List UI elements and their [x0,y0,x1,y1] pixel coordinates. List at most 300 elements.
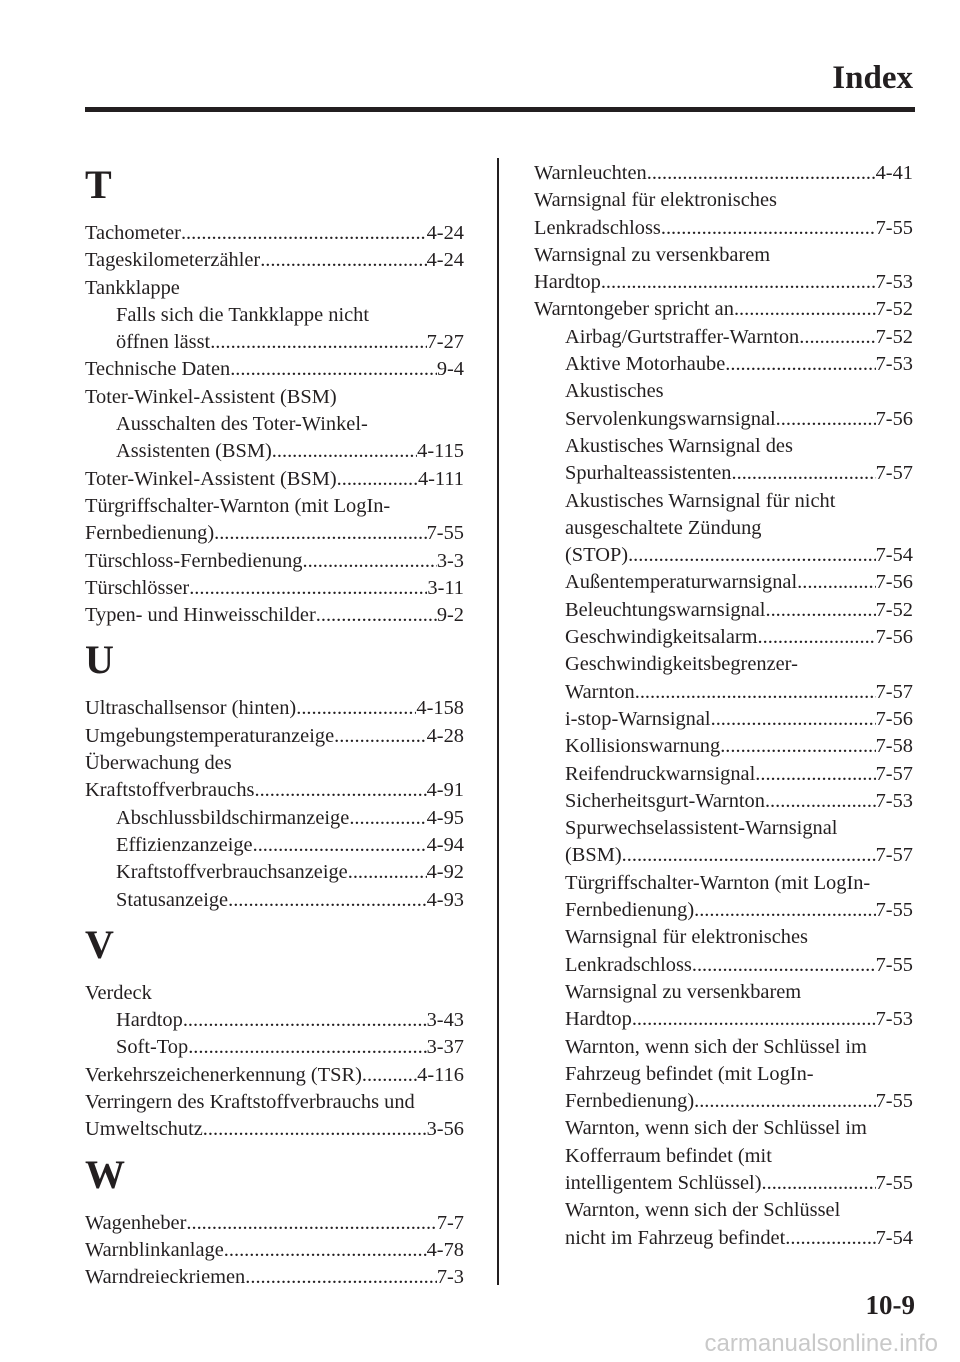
entry-line [534,815,913,842]
entry-text: Typen- und Hinweisschilder [85,604,316,627]
entry-page-ref: 7-56 [875,707,913,730]
index-subentry [534,378,913,433]
index-entry [85,275,464,302]
entry-line [534,1088,913,1115]
index-subentry [534,761,913,788]
entry-page-ref: 4-111 [417,467,464,490]
dot-leader [224,1237,427,1264]
entry-page-ref: 7-3 [436,1266,464,1289]
index-subentry [85,859,464,886]
index-subentry [85,805,464,832]
entry-text: Kofferraum befindet (mit [565,1144,772,1167]
section-letter: T [85,162,112,207]
dot-leader [230,356,437,383]
index-subentry [534,488,913,570]
index-entry [85,548,464,575]
entry-text: Lenkradschloss [565,953,692,976]
index-entry [85,493,464,548]
entry-line [534,651,913,678]
dot-leader [214,520,427,547]
entry-text: Warntongeber spricht an [534,298,734,321]
entry-text: Assistenten (BSM) [116,440,272,463]
dot-leader [734,296,876,323]
entry-text: Überwachung des [85,752,232,775]
entry-line [85,302,464,329]
entry-line [534,870,913,897]
entry-line [85,356,464,383]
dot-leader [765,597,875,624]
entry-text: Technische Daten [85,358,231,381]
dot-leader [188,1034,426,1061]
entry-text: Reifendruckwarnsignal [565,762,756,785]
entry-text: Umweltschutz [85,1118,203,1141]
entry-text: Umgebungstemperaturanzeige [85,724,335,747]
entry-page-ref: 4-91 [426,779,464,802]
dot-leader [762,1170,876,1197]
entry-text: Kraftstoffverbrauchsanzeige [116,861,348,884]
dot-leader [694,1088,876,1115]
index-entry [85,466,464,493]
entry-page-ref: 7-53 [875,271,913,294]
index-subentry [85,411,464,466]
dot-leader [183,1007,427,1034]
dot-leader [260,247,426,274]
dot-leader [635,679,876,706]
entry-line [85,575,464,602]
entry-page-ref: 7-52 [875,298,913,321]
entry-line [85,493,464,520]
dot-leader [776,406,876,433]
entry-text: Soft-Top [116,1036,189,1059]
entry-line [85,1034,464,1061]
dot-leader [210,329,426,356]
page-number: 10-9 [865,1290,915,1320]
dot-leader [622,842,876,869]
entry-text: Beleuchtungswarnsignal [565,598,766,621]
entry-text: Fernbedienung) [565,899,695,922]
entry-line [85,329,464,356]
index-subentry [534,815,913,870]
entry-text: Aktive Motorhaube [565,353,726,376]
entry-text: Ultraschallsensor (hinten) [85,697,297,720]
entry-text: Akustisches [565,380,664,403]
entry-line [534,788,913,815]
entry-page-ref: 9-4 [436,358,464,381]
right-index-column [534,160,913,1252]
entry-text: Statusanzeige [116,888,229,911]
entry-page-ref: 7-52 [875,325,913,348]
index-subentry [534,1034,913,1116]
dot-leader [181,220,427,247]
dot-leader [725,351,875,378]
entry-line [534,1225,913,1252]
dot-leader [661,215,876,242]
entry-page-ref: 4-24 [426,222,464,244]
entry-line [85,438,464,465]
index-entry [85,980,464,1007]
entry-line [85,1237,464,1264]
entry-text: Hardtop [565,1008,632,1031]
entry-line [534,924,913,951]
dot-leader [349,805,426,832]
entry-page-ref: 7-55 [875,1090,913,1113]
entry-text: Kollisionswarnung [565,735,721,758]
index-subentry [534,569,913,596]
entry-page-ref: 3-11 [427,576,464,599]
index-entry [85,1089,464,1144]
entry-text: Warnton, wenn sich der Schlüssel im [565,1117,867,1140]
index-subentry [534,624,913,651]
entry-text: Warnsignal zu versenkbarem [565,980,802,1003]
entry-page-ref: 7-27 [426,331,464,354]
entry-text: intelligentem Schlüssel) [565,1171,762,1194]
index-entry [534,296,913,323]
header-rule [85,107,915,112]
entry-text: Tachometer [85,222,181,244]
dot-leader [186,1210,436,1237]
entry-line [85,466,464,493]
entry-page-ref: 7-7 [436,1211,464,1234]
entry-page-ref: 7-56 [875,571,913,594]
entry-page-ref: 4-115 [417,440,464,463]
entry-line [534,897,913,924]
index-entry [85,1210,464,1237]
entry-text: ausgeschaltete Zündung [565,516,762,539]
entry-line [534,215,913,242]
entry-text: Türschlösser [85,576,190,599]
entry-page-ref: 3-56 [426,1118,464,1141]
dot-leader [245,1264,437,1291]
entry-text: Fahrzeug befindet (mit LogIn- [565,1062,814,1085]
index-entry [534,187,913,242]
entry-text: Fernbedienung) [565,1090,695,1113]
dot-leader [296,695,416,722]
index-subentry [534,433,913,488]
entry-page-ref: 7-57 [875,680,913,703]
dot-leader [334,723,426,750]
entry-page-ref: 7-55 [875,899,913,922]
entry-text: Abschlussbildschirmanzeige [116,806,350,829]
dot-leader [755,761,875,788]
entry-line [85,1116,464,1143]
entry-page-ref: 4-41 [875,162,913,184]
entry-page-ref: 4-92 [426,861,464,884]
dot-leader [797,569,875,596]
entry-line [85,548,464,575]
dot-leader [732,460,876,487]
entry-line [534,733,913,760]
entry-text: nicht im Fahrzeug befindet [565,1226,786,1249]
entry-line [534,1034,913,1061]
index-subentry [85,302,464,357]
entry-text: Verringern des Kraftstoffverbrauchs und [85,1091,415,1114]
entry-line [85,520,464,547]
watermark: carmanualsonline.info [704,1330,938,1357]
entry-text: Warndreieckriemen [85,1266,246,1289]
dot-leader [253,832,427,859]
index-entry [85,1264,464,1291]
entry-page-ref: 7-52 [875,598,913,621]
entry-text: Warnsignal für elektronisches [534,189,777,212]
entry-text: Lenkradschloss [534,216,661,239]
entry-line [534,679,913,706]
entry-page-ref: 7-57 [875,844,913,867]
entry-text: Verkehrszeichenerkennung (TSR) [85,1063,362,1086]
index-entry [85,695,464,722]
entry-text: Toter-Winkel-Assistent (BSM) [85,467,337,490]
entry-page-ref: 7-58 [875,735,913,758]
section-letter: V [85,921,114,967]
entry-text: Tageskilometerzähler [85,249,261,272]
dot-leader [758,624,876,651]
dot-leader [785,1225,875,1252]
dot-leader [765,788,876,815]
index-subentry [534,706,913,733]
dot-leader [694,897,876,924]
entry-text: Warnleuchten [534,162,647,184]
index-entry [85,602,464,629]
entry-text: Warnton [565,680,635,703]
entry-page-ref: 7-55 [875,1171,913,1194]
index-entry [534,160,913,187]
entry-page-ref: 7-55 [426,522,464,545]
entry-page-ref: 7-57 [875,462,913,485]
entry-line [534,515,913,542]
entry-line [534,624,913,651]
entry-text: Ausschalten des Toter-Winkel- [116,413,368,436]
entry-line [534,706,913,733]
entry-page-ref: 4-116 [417,1063,464,1086]
entry-text: Spurhalteassistenten [565,462,732,485]
index-entry [85,220,464,247]
entry-text: (BSM) [565,844,622,867]
entry-line [534,378,913,405]
entry-line [85,723,464,750]
entry-text: Warnsignal zu versenkbarem [534,243,771,266]
dot-leader [628,542,876,569]
entry-text: Geschwindigkeitsbegrenzer- [565,653,798,676]
left-index-column [85,162,464,1292]
entry-page-ref: 7-55 [875,216,913,239]
entry-line [85,1007,464,1034]
entry-line [85,859,464,886]
entry-text: i-stop-Warnsignal [565,707,711,730]
entry-line [85,1062,464,1089]
entry-line [534,1197,913,1224]
index-subentry [85,887,464,914]
dot-leader [720,733,875,760]
entry-page-ref: 4-78 [426,1238,464,1261]
index-entry [534,242,913,297]
dot-leader [189,575,427,602]
entry-page-ref: 4-95 [426,806,464,829]
entry-line [85,275,464,302]
dot-leader [799,324,875,351]
dot-leader [272,438,417,465]
entry-text: Fernbedienung) [85,522,215,545]
entry-text: Geschwindigkeitsalarm [565,626,758,649]
entry-page-ref: 7-54 [875,544,913,567]
page-title: Index [832,60,913,96]
index-entry [85,723,464,750]
entry-text: öffnen lässt [116,331,211,354]
index-entry [85,1237,464,1264]
entry-page-ref: 7-56 [875,626,913,649]
entry-line [85,384,464,411]
section-letter: W [85,1151,125,1197]
entry-text: (STOP) [565,544,629,567]
dot-leader [632,1006,876,1033]
entry-page-ref: 4-93 [426,888,464,911]
entry-line [534,1170,913,1197]
column-divider [497,158,499,1285]
entry-page-ref: 4-94 [426,833,464,856]
entry-line [85,750,464,777]
entry-text: Warnton, wenn sich der Schlüssel [565,1199,841,1222]
entry-line [534,979,913,1006]
index-subentry [534,324,913,351]
entry-line [85,411,464,438]
entry-page-ref: 7-57 [875,762,913,785]
entry-line [534,406,913,433]
entry-page-ref: 3-37 [426,1036,464,1059]
entry-line [534,269,913,296]
entry-line [534,460,913,487]
entry-text: Spurwechselassistent-Warnsignal [565,817,838,840]
dot-leader [348,859,427,886]
entry-page-ref: 7-53 [875,789,913,812]
entry-line [85,1089,464,1116]
entry-line [534,324,913,351]
entry-text: Kraftstoffverbrauchs [85,779,255,802]
entry-line [85,1264,464,1291]
index-subentry [85,832,464,859]
index-entry [85,247,464,274]
entry-text: Verdeck [85,981,152,1004]
entry-line [534,1006,913,1033]
dot-leader [692,952,876,979]
entry-line [534,1143,913,1170]
entry-line [85,980,464,1007]
dot-leader [362,1062,417,1089]
dot-leader [228,887,427,914]
entry-text: Toter-Winkel-Assistent (BSM) [85,385,337,408]
entry-text: Wagenheber [85,1211,187,1234]
index-entry [85,750,464,805]
entry-page-ref: 3-43 [426,1009,464,1032]
index-subentry [534,870,913,925]
entry-line [534,242,913,269]
entry-line [534,842,913,869]
index-subentry [534,733,913,760]
index-subentry [534,351,913,378]
entry-line [534,187,913,214]
section-letter: U [85,637,114,683]
entry-text: Türgriffschalter-Warnton (mit LogIn- [85,494,391,517]
entry-line [534,296,913,323]
index-subentry [85,1034,464,1061]
entry-page-ref: 4-28 [426,724,464,747]
dot-leader [302,548,436,575]
entry-line [534,761,913,788]
entry-line [85,887,464,914]
entry-line [534,597,913,624]
index-subentry [534,1115,913,1197]
entry-text: Akustisches Warnsignal des [565,434,793,457]
entry-page-ref: 7-53 [875,1008,913,1031]
index-subentry [534,1197,913,1252]
dot-leader [601,269,876,296]
entry-page-ref: 7-54 [875,1226,913,1249]
dot-leader [316,602,437,629]
dot-leader [647,160,876,187]
entry-text: Türgriffschalter-Warnton (mit LogIn- [565,871,871,894]
index-entry [85,356,464,383]
entry-text: Effizienzanzeige [116,833,253,856]
entry-line [85,1210,464,1237]
dot-leader [254,777,426,804]
entry-page-ref: 7-53 [875,353,913,376]
index-subentry [534,788,913,815]
entry-line [534,351,913,378]
entry-line [85,805,464,832]
entry-line [534,488,913,515]
entry-line [85,247,464,274]
entry-text: Türschloss-Fernbedienung [85,549,303,572]
entry-text: Sicherheitsgurt-Warnton [565,789,765,812]
entry-line [534,569,913,596]
dot-leader [337,466,418,493]
entry-line [534,542,913,569]
entry-page-ref: 7-56 [875,407,913,430]
entry-text: Tankklappe [85,276,180,299]
entry-text: Hardtop [534,271,601,294]
entry-text: Akustisches Warnsignal für nicht [565,489,836,512]
entry-text: Warnton, wenn sich der Schlüssel im [565,1035,867,1058]
index-subentry [534,979,913,1034]
index-subentry [85,1007,464,1034]
entry-text: Warnsignal für elektronisches [565,926,808,949]
entry-text: Servolenkungswarnsignal [565,407,776,430]
entry-line [85,777,464,804]
index-entry [85,1062,464,1089]
entry-page-ref: 3-3 [436,549,464,572]
entry-line [85,832,464,859]
entry-line [534,433,913,460]
entry-page-ref: 7-55 [875,953,913,976]
entry-text: Hardtop [116,1009,183,1032]
dot-leader [711,706,876,733]
entry-page-ref: 9-2 [436,604,464,627]
index-entry [85,384,464,411]
entry-line [534,1061,913,1088]
entry-page-ref: 4-24 [426,249,464,272]
entry-line [534,1115,913,1142]
entry-line [85,220,464,247]
index-entry [85,575,464,602]
entry-line [85,695,464,722]
entry-text: Airbag/Gurtstraffer-Warnton [565,325,800,348]
entry-line [534,160,913,187]
index-subentry [534,924,913,979]
entry-text: Falls sich die Tankklappe nicht [116,303,370,326]
entry-page-ref: 4-158 [416,697,464,720]
index-subentry [534,651,913,706]
entry-line [534,952,913,979]
entry-text: Warnblinkanlage [85,1238,224,1261]
dot-leader [203,1116,427,1143]
index-subentry [534,597,913,624]
